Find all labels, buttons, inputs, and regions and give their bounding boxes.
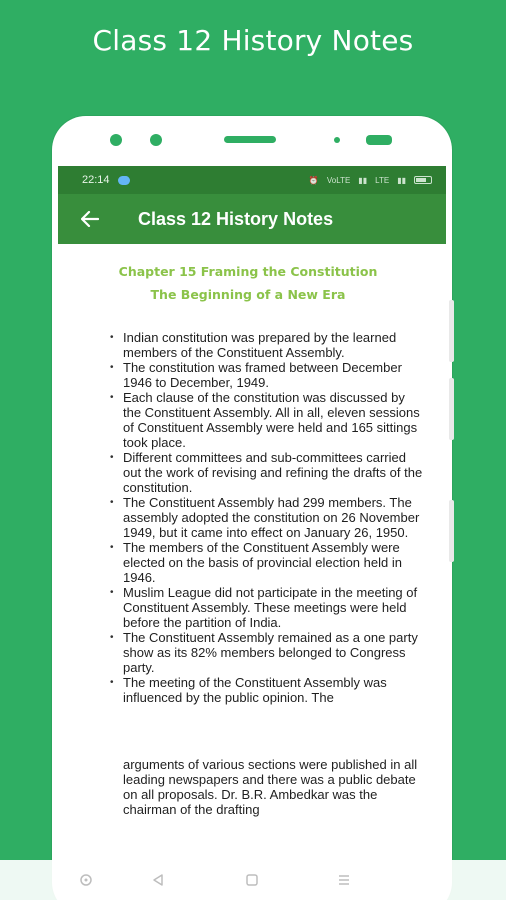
app-screen bbox=[58, 166, 446, 900]
app-bar-title: Class 12 History Notes bbox=[138, 208, 334, 229]
promo-title: Class 12 History Notes bbox=[92, 24, 414, 57]
cloud-icon bbox=[118, 176, 130, 185]
list-item: • The Constituent Assembly had 299 members. The assembly adopted the constitution on 26 November 1949, but it came into effect on January 26, 1950. bbox=[123, 495, 426, 540]
arrow-left-icon bbox=[81, 211, 99, 227]
battery-icon bbox=[414, 176, 432, 184]
list-item: • The constitution was framed between December 1946 to December, 1949. bbox=[123, 360, 426, 390]
phone-side-button bbox=[449, 500, 454, 562]
list-item: • Different committees and sub-committees carried out the work of revising and refining the drafts of the constitution. bbox=[123, 450, 426, 495]
status-time: 22:14 bbox=[82, 174, 110, 186]
sensor-dot bbox=[150, 134, 162, 146]
notes-list bbox=[58, 330, 446, 705]
list-item: • Muslim League did not participate in the meeting of Constituent Assembly. These meetings were held before the partition of India. bbox=[123, 585, 426, 630]
volte-icon: VoLTE bbox=[326, 175, 351, 185]
earpiece-speaker bbox=[224, 136, 276, 143]
menu-icon[interactable] bbox=[334, 870, 354, 890]
alarm-icon: ⏰ bbox=[308, 175, 319, 185]
list-item: • The Constituent Assembly remained as a one party show as its 82% members belonged to Congress party. bbox=[123, 630, 426, 675]
lte-icon: LTE bbox=[375, 175, 390, 185]
list-item: • Indian constitution was prepared by the learned members of the Constituent Assembly. bbox=[123, 330, 426, 360]
signal-icon: ▮▮ bbox=[397, 175, 406, 185]
chapter-subtitle: The Beginning of a New Era bbox=[150, 287, 346, 302]
continued-paragraph: arguments of various sections were published in all leading newspapers and there was a public debate on all proposals. Dr. B.R. Ambedkar was the chairman of the drafting bbox=[123, 757, 418, 817]
list-item: • Each clause of the constitution was discussed by the Constituent Assembly. All in all, eleven sessions of Constituent Assembly were held and 165 sittings took place. bbox=[123, 390, 426, 450]
chapter-title: Chapter 15 Framing the Constitution bbox=[118, 264, 378, 279]
square-icon[interactable] bbox=[242, 870, 262, 890]
phone-side-button bbox=[449, 378, 454, 440]
notes-content[interactable] bbox=[58, 244, 446, 817]
signal-icon: ▮▮ bbox=[358, 175, 368, 185]
back-button[interactable] bbox=[70, 199, 110, 239]
list-item: • The meeting of the Constituent Assembly was influenced by the public opinion. The bbox=[123, 675, 426, 705]
front-sensor-bar bbox=[366, 135, 392, 145]
phone-side-button bbox=[449, 300, 454, 362]
status-icons bbox=[309, 176, 432, 185]
system-nav-bar bbox=[0, 860, 506, 900]
status-bar bbox=[58, 166, 446, 194]
front-camera-dot bbox=[110, 134, 122, 146]
list-item: • The members of the Constituent Assembly were elected on the basis of provincial election held in 1946. bbox=[123, 540, 426, 585]
circle-icon[interactable] bbox=[76, 870, 96, 890]
back-triangle-icon[interactable] bbox=[148, 870, 168, 890]
app-bar bbox=[58, 194, 446, 244]
proximity-dot bbox=[334, 137, 340, 143]
